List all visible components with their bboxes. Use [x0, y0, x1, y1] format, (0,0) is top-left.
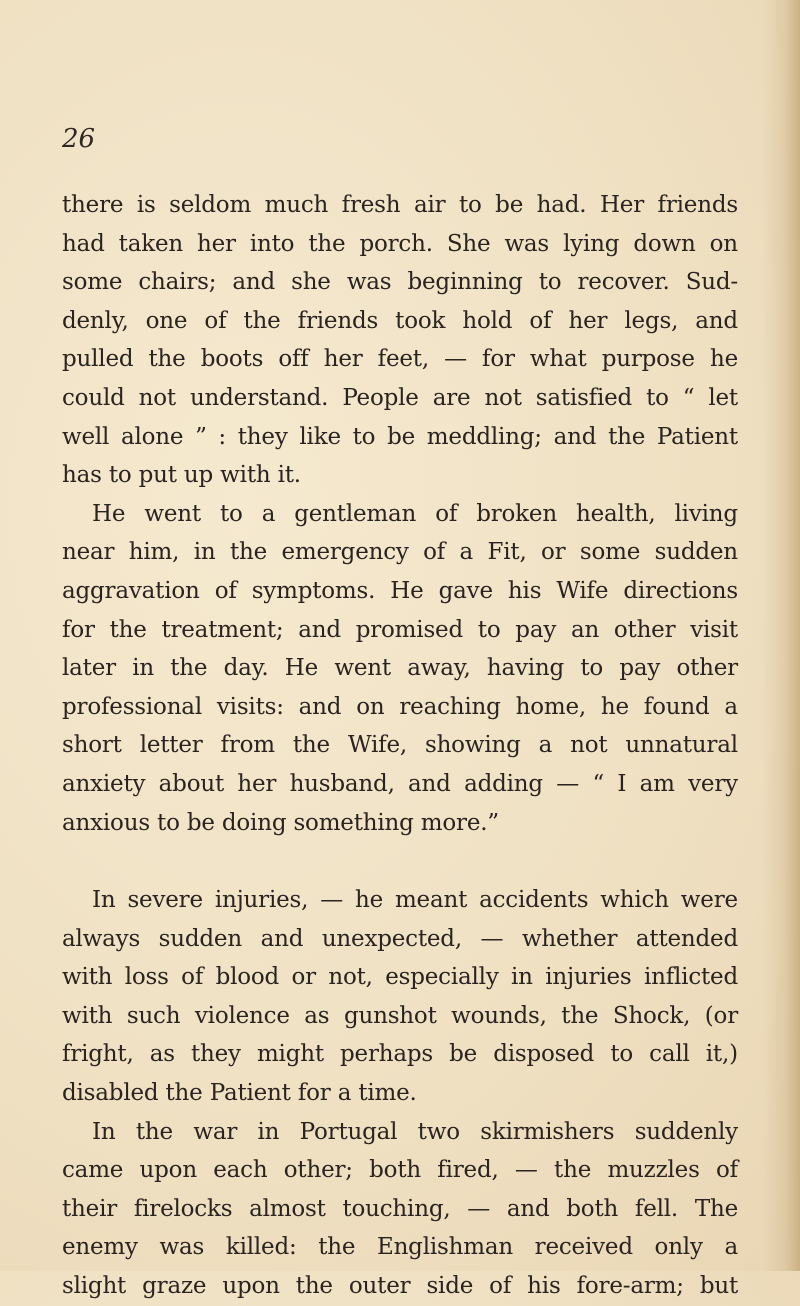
page-number: 26	[62, 124, 96, 154]
text-line: always sudden and unexpected, — whether attended	[62, 925, 738, 952]
paragraph	[62, 1113, 738, 1306]
text-line: there is seldom much fresh air to be had. Her friends	[62, 192, 738, 218]
text-line: disabled the Patient for a time.	[62, 1080, 417, 1107]
text-line: enemy was killed: the Englishman received only a	[62, 1234, 738, 1261]
paragraph	[62, 495, 738, 842]
text-line: has to put up with it.	[62, 462, 301, 489]
text-line: some chairs; and she was beginning to recover. Sud-	[62, 269, 738, 296]
text-line: later in the day. He went away, having to pay other	[62, 655, 738, 682]
text-line: came upon each other; both fired, — the muzzles of	[62, 1157, 738, 1184]
text-line: In severe injuries, — he meant accidents which were	[92, 887, 738, 914]
text-line: He went to a gentleman of broken health, living	[92, 500, 738, 527]
paragraph	[62, 186, 738, 495]
paragraph	[62, 881, 738, 1113]
text-line: short letter from the Wife, showing a not unnatural	[62, 732, 738, 759]
text-line: could not understand. People are not satisfied to “ let	[62, 384, 738, 411]
page-edge-shading	[762, 0, 800, 1271]
text-line: professional visits: and on reaching home, he found a	[62, 693, 738, 720]
text-line: anxiety about her husband, and adding — “ I am very	[62, 770, 738, 797]
text-line: near him, in the emergency of a Fit, or some sudden	[62, 539, 738, 566]
body-text	[62, 186, 738, 1306]
paragraph-gap	[62, 842, 738, 881]
text-line: denly, one of the friends took hold of her legs, and	[62, 307, 738, 334]
text-line: for the treatment; and promised to pay an other visit	[62, 616, 738, 643]
text-line: their firelocks almost touching, — and both fell. The	[62, 1195, 738, 1222]
text-line: pulled the boots off her feet, — for what purpose he	[62, 346, 738, 373]
text-line: aggravation of symptoms. He gave his Wife directions	[62, 577, 738, 604]
text-line: with such violence as gunshot wounds, the Shock, (or	[62, 1002, 738, 1029]
text-line: with loss of blood or not, especially in injuries inflicted	[62, 964, 738, 991]
text-line: had taken her into the porch. She was lying down on	[62, 230, 738, 257]
text-line: fright, as they might perhaps be disposed to call it,)	[62, 1041, 738, 1068]
text-line: slight graze upon the outer side of his fore-arm; but	[62, 1273, 738, 1300]
text-line: well alone ” : they like to be meddling; and the Patient	[62, 423, 738, 450]
text-line: anxious to be doing something more.”	[62, 809, 499, 836]
text-line: In the war in Portugal two skirmishers suddenly	[92, 1118, 738, 1145]
